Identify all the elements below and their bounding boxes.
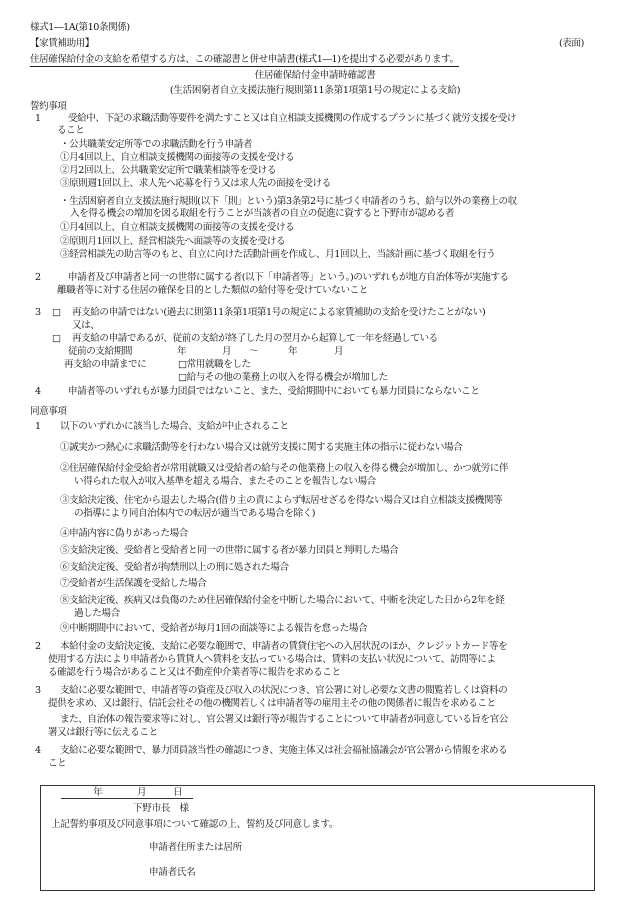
date-month[interactable]: 月 bbox=[137, 787, 147, 798]
consent-1-case: ③支給決定後、住宅から退去した場合(借り主の責によらず転居せざるを得ない場合又は自立相談支援機関等 bbox=[60, 495, 503, 506]
pledge-1-text: 受給中、下記の求職活動等要件を満たすこと又は自立相談支援機関の作成するプランに基づく就労支援を受け bbox=[68, 113, 517, 124]
consent-4-number: 4 bbox=[35, 745, 41, 756]
consent-1-case: ②住居確保給付金受給者が常用就職又は受給者の給与その他業務上の収入を得る機会が増加し、かつ就労に伴 bbox=[60, 463, 509, 474]
consent-4-text: こと bbox=[48, 758, 67, 769]
pledge-1-group-b-title: 入を得る機会の増加を図る取組を行うことが当該者の自立の促進に資すると下野市が認める者 bbox=[70, 208, 455, 219]
period-tilde: ～ bbox=[249, 346, 259, 357]
consent-1-case: 過した場合 bbox=[74, 608, 120, 619]
consent-1-case: い得られた収入が収入基準を超える場合、またそのことを報告しない場合 bbox=[74, 476, 376, 487]
pledge-1-group-a-item: ①月4回以上、自立相談支援機関の面接等の支援を受ける bbox=[60, 152, 295, 163]
consent-1-case: ⑥支給決定後、受給者が拘禁刑以上の刑に処された場合 bbox=[60, 562, 289, 573]
pledge-1-group-a-item: ②月2回以上、公共職業安定所で職業相談等を受ける bbox=[60, 165, 276, 176]
date-year[interactable]: 年 bbox=[93, 787, 103, 798]
until-reapply-label: 再支給の申請までに bbox=[64, 359, 147, 370]
reason-employment-checkbox[interactable]: □常用就職をした bbox=[178, 359, 251, 370]
reason-income-checkbox[interactable]: □給与その他の業務上の収入を得る機会が増加した bbox=[178, 372, 388, 383]
date-day[interactable]: 日 bbox=[173, 787, 183, 798]
period-start-month[interactable]: 月 bbox=[222, 346, 232, 357]
form-category: 【家賃補助用】 bbox=[30, 38, 95, 49]
form-number: 様式1―1A(第10条関係) bbox=[30, 22, 130, 33]
consent-1-case: ①誠実かつ熱心に求職活動等を行わない場合又は就労支援に関する実施主体の指示に従わない場合 bbox=[60, 442, 463, 453]
signature-box bbox=[40, 785, 595, 891]
pledge-1-group-a-item: ③原則週1回以上、求人先へ応募を行う又は求人先の面接を受ける bbox=[60, 178, 331, 189]
consent-1-case: ⑧支給決定後、疾病又は負傷のため住居確保給付金を中断した場合において、中断を決定した日から2年を経 bbox=[60, 595, 505, 606]
consent-1-case: ⑦受給者が生活保護を受給した場合 bbox=[60, 578, 207, 589]
pledge-1-group-a-title: ・公共職業安定所等での求職活動を行う申請者 bbox=[60, 139, 253, 150]
consent-1-text: 以下のいずれかに該当した場合、支給が中止されること bbox=[60, 421, 289, 432]
consent-2-text: 本給付金の支給決定後、支給に必要な範囲で、申請者の賃貸住宅への入居状況のほか、クレジットカード等を bbox=[60, 641, 508, 652]
form-side-label: (表面) bbox=[559, 38, 584, 49]
consent-1-case: ④申請内容に偽りがあった場合 bbox=[60, 528, 188, 539]
pledge-4-number: 4 bbox=[35, 386, 41, 397]
pledge-3-option2-checkbox[interactable]: □ bbox=[52, 333, 61, 344]
consent-3-text: また、自治体の報告要求等に対し、官公署又は銀行等が報告することについて申請者が同意している旨を官公 bbox=[60, 714, 508, 725]
pledge-1-group-b-title: ・生活困窮者自立支援法施行規則(以下「則」という)第3条第2号に基づく申請者のうち、給与以外の業務上の収 bbox=[60, 196, 517, 207]
pledge-2-text: 申請者及び申請者と同一の世帯に属する者(以下「申請者等」という。)のいずれもが地方自治体等が実施する bbox=[68, 272, 509, 283]
pledge-3-or: 又は、 bbox=[72, 320, 100, 331]
consent-1-case: ⑤支給決定後、受給者と受給者と同一の世帯に属する者が暴力団員と判明した場合 bbox=[60, 545, 399, 556]
pledge-1-group-b-item: ③経営相談先の助言等のもと、自立に向けた活動計画を作成し、月1回以上、当該計画に基づく取組を行う bbox=[60, 249, 496, 260]
mayor-addressee: 下野市長 様 bbox=[133, 803, 189, 814]
pledge-2-text: 離職者等に対する住居の確保を目的とした類似の給付等を受けていないこと bbox=[57, 285, 368, 296]
period-end-month[interactable]: 月 bbox=[334, 346, 344, 357]
pledge-heading: 誓約事項 bbox=[30, 101, 67, 112]
document-subtitle: (生活困窮者自立支援法施行規則第11条第1項第1号の規定による支給) bbox=[169, 85, 461, 96]
consent-3-text: 提供を求め、又は銀行、信託会社その他の機関若しくは申請者等の雇用主その他の関係者に報告を求めること bbox=[48, 698, 496, 709]
document-title: 住居確保給付金申請時確認書 bbox=[254, 70, 376, 81]
pledge-3-option1-checkbox[interactable]: □ bbox=[52, 307, 61, 318]
period-end-year[interactable]: 年 bbox=[288, 346, 298, 357]
submission-notice: 住居確保給付金の支給を希望する方は、この確認書と併せ申請書(様式1―1)を提出する必要があります。 bbox=[30, 54, 459, 65]
applicant-name-label[interactable]: 申請者氏名 bbox=[149, 867, 196, 878]
consent-3-text: 支給に必要な範囲で、申請者等の資産及び収入の状況につき、官公署に対し必要な文書の閲覧若しくは資料の bbox=[60, 685, 508, 696]
agreement-statement: 上記誓約事項及び同意事項について確認の上、誓約及び同意します。 bbox=[51, 819, 339, 830]
pledge-3-option1-text: 再支給の申請ではない(過去に則第11条第1項第1号の規定による家賃補助の支給を受けたことがない) bbox=[72, 307, 486, 318]
period-start-year[interactable]: 年 bbox=[177, 346, 187, 357]
pledge-1-group-b-item: ②原則月1回以上、経営相談先へ面談等の支援を受ける bbox=[60, 236, 286, 247]
pledge-1-number: 1 bbox=[35, 113, 41, 124]
consent-heading: 同意事項 bbox=[30, 406, 67, 417]
previous-period-label: 従前の支給期間 bbox=[68, 346, 133, 357]
pledge-1-text: ること bbox=[57, 125, 85, 136]
pledge-3-number: 3 bbox=[35, 307, 41, 318]
consent-4-text: 支給に必要な範囲で、暴力団員該当性の確認につき、実施主体又は社会福祉協議会が官公署から情報を求める bbox=[60, 745, 508, 756]
applicant-address-label[interactable]: 申請者住所または居所 bbox=[149, 842, 242, 853]
consent-2-text: る確認を行う場合があること又は不動産仲介業者等に報告を求めること bbox=[48, 667, 341, 678]
consent-3-number: 3 bbox=[35, 685, 41, 696]
consent-2-text: 使用する方法により申請者から賃貸人へ賃料を支払っている場合は、賃料の支払い状況について、訪問等によ bbox=[48, 654, 496, 665]
pledge-3-option2-text: 再支給の申請であるが、従前の支給が終了した月の翌月から起算して一年を経過している bbox=[72, 333, 438, 344]
pledge-4-text: 申請者等のいずれもが暴力団員ではないこと、また、受給期間中においても暴力団員にならないこと bbox=[68, 386, 480, 397]
pledge-2-number: 2 bbox=[35, 272, 41, 283]
consent-1-number: 1 bbox=[35, 421, 41, 432]
consent-3-text: 署又は銀行等に伝えること bbox=[48, 727, 158, 738]
consent-1-case: ⑨中断期間中において、受給者が毎月1回の面談等による報告を怠った場合 bbox=[60, 623, 368, 634]
consent-1-case: の指導により同自治体内での転居が適当である場合を除く) bbox=[74, 508, 316, 519]
consent-2-number: 2 bbox=[35, 641, 41, 652]
pledge-1-group-b-item: ①月4回以上、自立相談支援機関の面接等の支援を受ける bbox=[60, 222, 295, 233]
